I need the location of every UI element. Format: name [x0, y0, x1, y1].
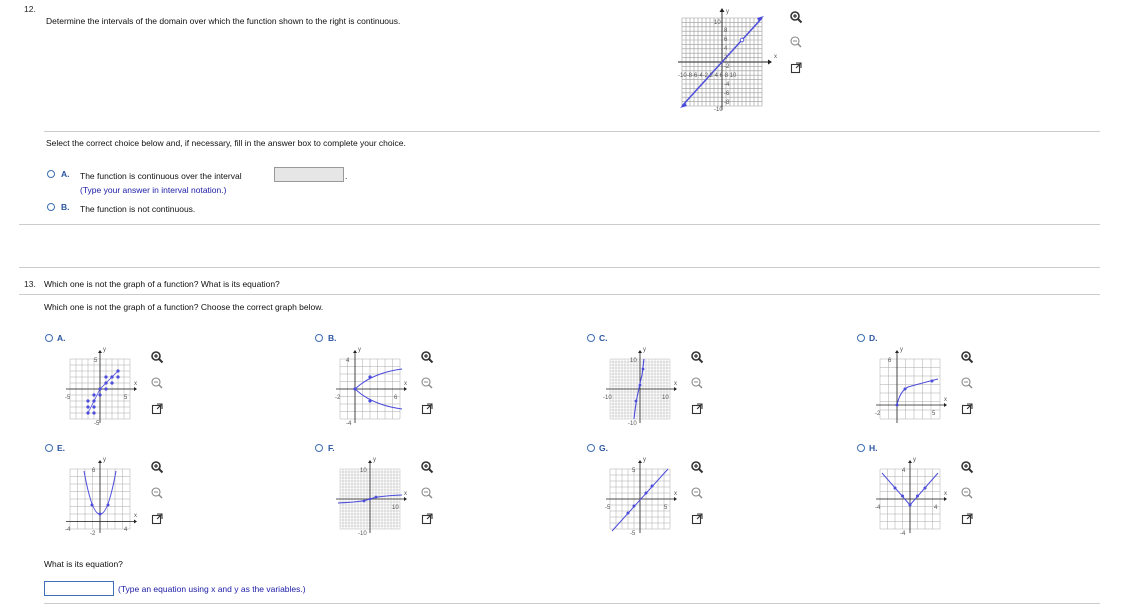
q12-choice-b-letter: B.: [61, 202, 70, 212]
q13-option-d-letter: D.: [869, 333, 878, 343]
x-label: x: [134, 381, 137, 387]
q13-option-h-radio[interactable]: [857, 444, 865, 452]
q13-option-d-radio[interactable]: [857, 334, 865, 342]
graph-option-e[interactable]: [62, 455, 142, 537]
y-label: y: [358, 347, 361, 353]
divider: [19, 267, 1100, 268]
ymin-label: -5: [630, 531, 636, 537]
q13-option-a-letter: A.: [57, 333, 66, 343]
x-label: x: [674, 491, 677, 497]
divider: [44, 131, 1100, 132]
y-label: y: [913, 457, 916, 463]
y-label: y: [900, 347, 903, 353]
popout-icon[interactable]: [150, 512, 164, 526]
ymin-label: -2: [90, 531, 96, 537]
x-label: x: [404, 381, 407, 387]
ymax-label: 4: [346, 358, 350, 364]
zoom-out-icon[interactable]: [789, 35, 803, 49]
x-label: x: [944, 491, 947, 497]
ymin-label: -10: [628, 421, 637, 427]
q12-choice-a-text: The function is continuous over the interval: [80, 171, 242, 181]
y-label: y: [103, 457, 106, 463]
q12-y-tick: -6: [724, 91, 730, 97]
xmax-label: 10: [392, 505, 399, 511]
popout-icon[interactable]: [789, 61, 803, 75]
q12-choice-b-text: The function is not continuous.: [80, 204, 196, 214]
ymax-label: 5: [632, 468, 636, 474]
popout-icon[interactable]: [960, 402, 974, 416]
interval-answer-input[interactable]: [274, 167, 344, 182]
q12-choice-a-hint: (Type your answer in interval notation.): [80, 185, 227, 195]
xmax-label: 5: [664, 505, 668, 511]
question-13-title: Which one is not the graph of a function? What is its equation?: [44, 279, 280, 289]
y-label: y: [643, 457, 646, 463]
zoom-out-icon[interactable]: [150, 486, 164, 500]
popout-icon[interactable]: [150, 402, 164, 416]
q12-y-top: 10: [714, 20, 721, 26]
q12-x-label: x: [774, 54, 777, 60]
q12-y-tick: -4: [724, 82, 730, 88]
divider: [19, 224, 1100, 225]
zoom-in-icon[interactable]: [150, 460, 164, 474]
ymin-label: -5: [94, 421, 100, 427]
xmin-label: -2: [335, 395, 341, 401]
q12-graph: [672, 6, 792, 116]
q12-y-bottom: -10: [714, 107, 723, 113]
xmin-label: -4: [875, 505, 881, 511]
x-label: x: [404, 491, 407, 497]
zoom-in-icon[interactable]: [420, 460, 434, 474]
question-13-number: 13.: [24, 279, 36, 289]
y-label: y: [373, 457, 376, 463]
q12-y-tick: 4: [724, 46, 728, 52]
q13-option-b-radio[interactable]: [315, 334, 323, 342]
popout-icon[interactable]: [690, 512, 704, 526]
y-label: y: [643, 347, 646, 353]
ymax-label: 10: [630, 358, 637, 364]
y-label: y: [103, 347, 106, 353]
ymax-label: 6: [92, 468, 96, 474]
q13-option-e-radio[interactable]: [45, 444, 53, 452]
ymax-label: 6: [888, 358, 892, 364]
x-label: x: [134, 513, 137, 519]
q13-option-a-radio[interactable]: [45, 334, 53, 342]
graph-option-f[interactable]: [332, 455, 412, 537]
divider: [19, 294, 1100, 295]
equation-prompt: What is its equation?: [44, 559, 123, 569]
popout-icon[interactable]: [690, 402, 704, 416]
q12-y-tick: 2: [724, 55, 728, 61]
xmin-label: -5: [605, 505, 611, 511]
q12-y-label: y: [726, 9, 729, 15]
q13-option-c-letter: C.: [599, 333, 608, 343]
q13-option-g-letter: G.: [599, 443, 608, 453]
zoom-in-icon[interactable]: [690, 350, 704, 364]
x-label: x: [944, 397, 947, 403]
question-12-number: 12.: [24, 4, 36, 14]
zoom-out-icon[interactable]: [420, 376, 434, 390]
ymin-label: -4: [900, 531, 906, 537]
graph-option-h[interactable]: [872, 455, 952, 537]
ymax-label: 10: [360, 468, 367, 474]
popout-icon[interactable]: [420, 512, 434, 526]
zoom-in-icon[interactable]: [960, 350, 974, 364]
question-13-prompt: Which one is not the graph of a function? Choose the correct graph below.: [44, 302, 324, 312]
zoom-in-icon[interactable]: [690, 460, 704, 474]
period: .: [345, 171, 348, 181]
zoom-in-icon[interactable]: [420, 350, 434, 364]
xmax-label: 4: [124, 527, 128, 533]
q13-option-h-letter: H.: [869, 443, 878, 453]
q13-option-b-letter: B.: [328, 333, 337, 343]
graph-option-g[interactable]: [602, 455, 682, 537]
q13-option-g-radio[interactable]: [587, 444, 595, 452]
graph-option-d[interactable]: [872, 345, 952, 427]
xmax-label: 5: [932, 411, 936, 417]
graph-option-c[interactable]: [602, 345, 682, 427]
graph-option-a[interactable]: [62, 345, 142, 427]
equation-hint: (Type an equation using x and y as the variables.): [118, 584, 306, 594]
q12-choice-a-letter: A.: [61, 169, 70, 179]
equation-input[interactable]: [44, 581, 114, 596]
zoom-out-icon[interactable]: [690, 486, 704, 500]
q12-y-tick: -8: [724, 100, 730, 106]
q12-instruction: Select the correct choice below and, if necessary, fill in the answer box to complete your choice.: [46, 138, 406, 148]
xmax-label: 4: [934, 505, 938, 511]
popout-icon[interactable]: [420, 402, 434, 416]
xmin-label: -5: [65, 395, 71, 401]
graph-option-b[interactable]: [332, 345, 412, 427]
q12-choice-a-radio[interactable]: [47, 170, 55, 178]
q12-x-ticks: -10-8-6-4-2 2 4 6 8 10: [678, 73, 737, 79]
zoom-out-icon[interactable]: [150, 376, 164, 390]
divider: [44, 603, 1100, 604]
xmax-label: 5: [124, 395, 128, 401]
question-12-prompt: Determine the intervals of the domain over which the function shown to the right is continuous.: [46, 16, 401, 26]
ymax-label: 4: [902, 468, 906, 474]
xmax-label: 10: [662, 395, 669, 401]
xmin-label: -2: [875, 411, 881, 417]
q13-option-f-letter: F.: [328, 443, 335, 453]
zoom-in-icon[interactable]: [789, 10, 803, 24]
q12-choice-b-radio[interactable]: [47, 203, 55, 211]
xmin-label: -4: [65, 527, 71, 533]
ymax-label: 5: [94, 358, 98, 364]
xmax-label: 6: [394, 395, 398, 401]
q13-option-f-radio[interactable]: [315, 444, 323, 452]
zoom-out-icon[interactable]: [690, 376, 704, 390]
zoom-in-icon[interactable]: [960, 460, 974, 474]
ymin-label: -10: [358, 531, 367, 537]
q12-y-tick: 8: [724, 28, 728, 34]
zoom-out-icon[interactable]: [420, 486, 434, 500]
zoom-in-icon[interactable]: [150, 350, 164, 364]
zoom-out-icon[interactable]: [960, 376, 974, 390]
q12-y-tick: -2: [724, 64, 730, 70]
q13-option-c-radio[interactable]: [587, 334, 595, 342]
ymin-label: -4: [346, 421, 352, 427]
x-label: x: [674, 381, 677, 387]
q13-option-e-letter: E.: [57, 443, 66, 453]
zoom-out-icon[interactable]: [960, 486, 974, 500]
q12-y-tick: 6: [724, 37, 728, 43]
xmin-label: -10: [603, 395, 612, 401]
popout-icon[interactable]: [960, 512, 974, 526]
